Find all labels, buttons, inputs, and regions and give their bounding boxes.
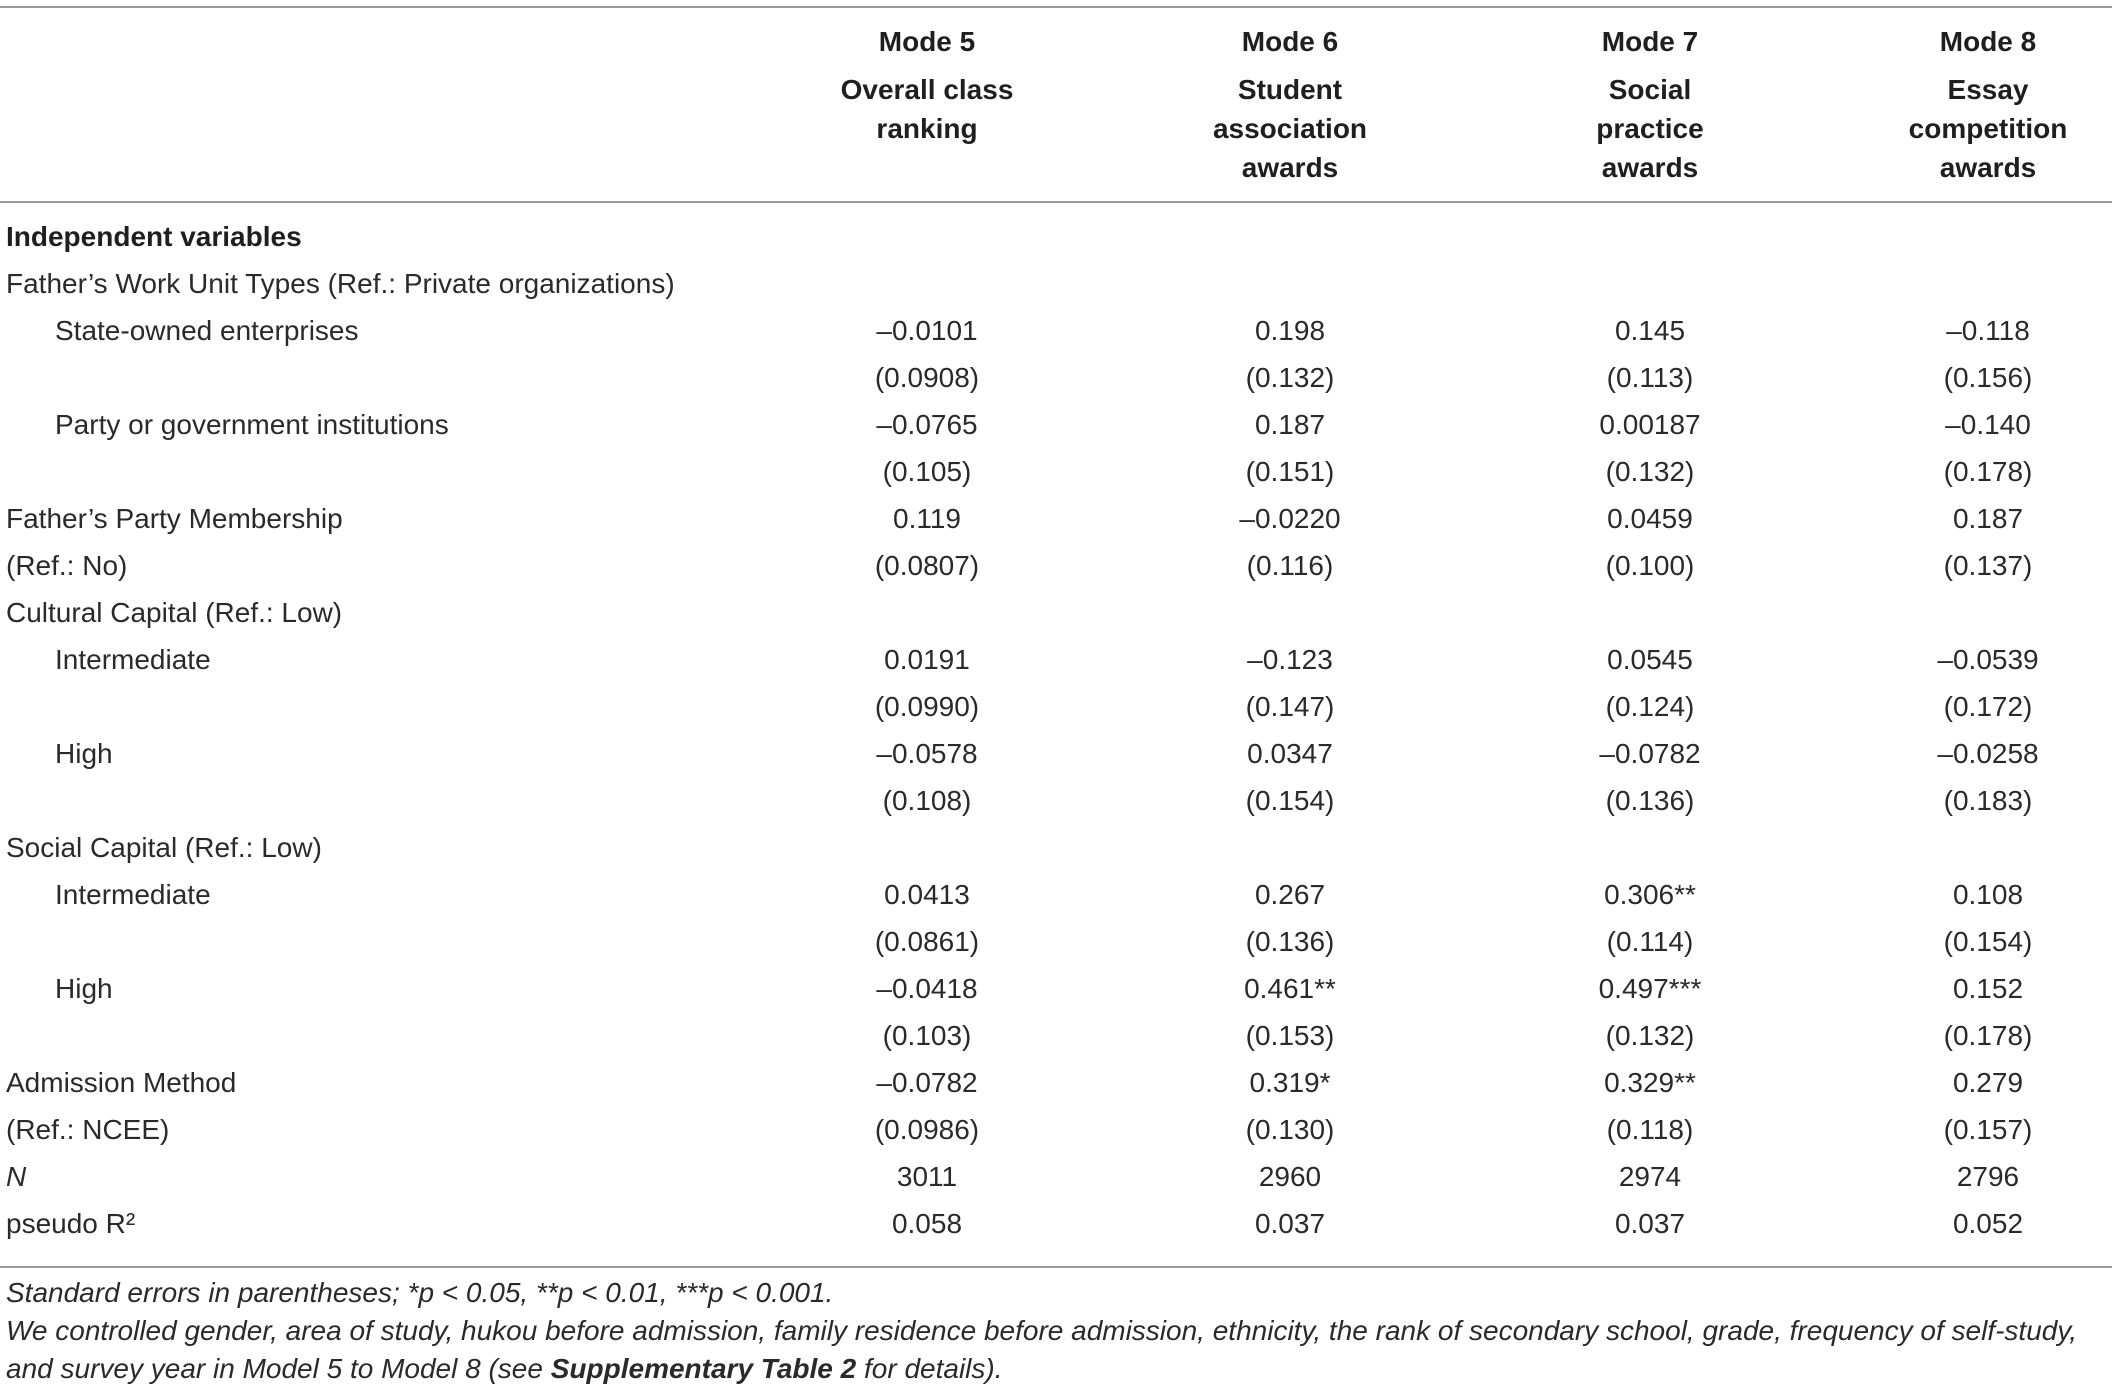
table-cell: 0.052 (1952, 1208, 2024, 1239)
column-desc-line: competition (1908, 113, 2068, 144)
table-row (0, 1012, 2112, 1059)
column-header-3 (1500, 22, 1800, 187)
column-header-4 (1863, 22, 2113, 187)
column-desc-line: Social (1608, 74, 1692, 105)
row-label: pseudo R² (6, 1208, 136, 1239)
row-label: State-owned enterprises (55, 315, 359, 346)
table-row (0, 354, 2112, 401)
table-cell: 0.267 (1254, 879, 1326, 910)
column-mode: Mode 8 (1939, 26, 2037, 57)
note-line: Standard errors in parentheses; *p < 0.05, **p < 0.01, ***p < 0.001. (6, 1277, 834, 1308)
row-label: High (55, 738, 113, 769)
note-line (6, 1350, 2110, 1388)
row-label: N (6, 1161, 27, 1192)
table-cell: (0.124) (1605, 691, 1695, 722)
table-cell: (0.153) (1245, 1020, 1335, 1051)
column-desc-line: practice (1596, 113, 1704, 144)
table-row (0, 824, 2112, 871)
column-desc-line: Essay (1947, 74, 2029, 105)
table-cell: 0.497*** (1598, 973, 1702, 1004)
table-bottom-rule (0, 1266, 2112, 1268)
table-cell: (0.154) (1245, 785, 1335, 816)
table-cell: (0.156) (1943, 362, 2033, 393)
table-row (0, 213, 2112, 260)
row-label: Social Capital (Ref.: Low) (6, 832, 322, 863)
table-cell: 0.152 (1952, 973, 2024, 1004)
table-cell: (0.154) (1943, 926, 2033, 957)
row-label: (Ref.: No) (6, 550, 128, 581)
table-row (0, 777, 2112, 824)
table-cell: (0.136) (1245, 926, 1335, 957)
table-cell: 0.461** (1244, 973, 1336, 1004)
table-cell: 0.00187 (1599, 409, 1701, 440)
table-row (0, 918, 2112, 965)
row-label: Party or government institutions (55, 409, 449, 440)
table-cell: (0.116) (1246, 550, 1334, 581)
table-cell: –0.0418 (876, 973, 978, 1004)
table-cell: (0.105) (882, 456, 972, 487)
table-cell: (0.108) (882, 785, 972, 816)
row-label: Admission Method (6, 1067, 237, 1098)
table-cell: (0.132) (1605, 456, 1695, 487)
table-cell: (0.103) (882, 1020, 972, 1051)
table-cell: 0.037 (1254, 1208, 1326, 1239)
table-cell: (0.132) (1245, 362, 1335, 393)
table-row (0, 1153, 2112, 1200)
table-row (0, 683, 2112, 730)
table-cell: (0.100) (1605, 550, 1695, 581)
table-cell: –0.118 (1946, 315, 2030, 346)
table-cell: 0.187 (1254, 409, 1326, 440)
row-label: Cultural Capital (Ref.: Low) (6, 597, 343, 628)
column-desc-line: awards (1601, 152, 1699, 183)
note-text: and survey year in Model 5 to Model 8 (see (6, 1353, 551, 1384)
table-row (0, 542, 2112, 589)
column-desc-line: association (1212, 113, 1368, 144)
table-cell: –0.140 (1945, 409, 2031, 440)
row-label: High (55, 973, 113, 1004)
column-desc-line: Overall class (840, 74, 1014, 105)
table-cell: (0.0861) (874, 926, 980, 957)
table-cell: (0.114) (1606, 926, 1694, 957)
table-cell: (0.183) (1943, 785, 2033, 816)
table-row (0, 730, 2112, 777)
table-cell: 0.058 (891, 1208, 963, 1239)
table-cell: (0.118) (1606, 1114, 1694, 1145)
table-cell: (0.151) (1245, 456, 1335, 487)
table-row (0, 636, 2112, 683)
table-cell: –0.123 (1247, 644, 1333, 675)
table-cell: 0.187 (1952, 503, 2024, 534)
table-row (0, 1059, 2112, 1106)
table-cell: (0.113) (1606, 362, 1694, 393)
table-cell: 0.279 (1952, 1067, 2024, 1098)
table-row (0, 260, 2112, 307)
table-cell: 0.0347 (1247, 738, 1333, 769)
table-cell: 0.319* (1249, 1067, 1331, 1098)
note-line: We controlled gender, area of study, hukou before admission, family residence before admission, ethnicity, the rank of secondary school, grade, frequency of self-study, (6, 1315, 2078, 1346)
table-cell: 2796 (1956, 1161, 2020, 1192)
table-row (0, 1200, 2112, 1247)
table-cell: –0.0578 (876, 738, 978, 769)
table-cell: (0.137) (1943, 550, 2033, 581)
column-desc-line: awards (1939, 152, 2037, 183)
table-cell: 0.0413 (884, 879, 970, 910)
table-cell: 0.145 (1614, 315, 1686, 346)
column-mode: Mode 6 (1241, 26, 1339, 57)
table-cell: (0.0807) (874, 550, 980, 581)
table-row (0, 448, 2112, 495)
table-cell: (0.0990) (874, 691, 980, 722)
table-cell: (0.0908) (874, 362, 980, 393)
table-cell: 0.0191 (884, 644, 970, 675)
table-cell: (0.0986) (874, 1114, 980, 1145)
table-cell: 0.329** (1604, 1067, 1696, 1098)
table-cell: 0.198 (1254, 315, 1326, 346)
table-cell: –0.0220 (1239, 503, 1341, 534)
table-cell: (0.130) (1245, 1114, 1335, 1145)
row-label: (Ref.: NCEE) (6, 1114, 170, 1145)
table-cell: (0.132) (1605, 1020, 1695, 1051)
row-label: Intermediate (55, 879, 211, 910)
table-row (0, 589, 2112, 636)
column-desc-line: ranking (876, 113, 978, 144)
table-row (0, 1106, 2112, 1153)
table-notes (6, 1274, 2110, 1388)
row-label: Father’s Work Unit Types (Ref.: Private organizations) (6, 268, 675, 299)
table-cell: –0.0782 (1599, 738, 1701, 769)
table-cell: 2960 (1258, 1161, 1322, 1192)
table-row (0, 307, 2112, 354)
table-cell: –0.0782 (876, 1067, 978, 1098)
header-bottom-rule (0, 201, 2112, 203)
table-cell: 0.0459 (1607, 503, 1693, 534)
table-row (0, 401, 2112, 448)
row-label: Intermediate (55, 644, 211, 675)
table-top-rule (0, 6, 2112, 8)
table-row (0, 495, 2112, 542)
column-mode: Mode 7 (1601, 26, 1699, 57)
table-cell: (0.136) (1605, 785, 1695, 816)
table-cell: (0.157) (1943, 1114, 2033, 1145)
table-cell: –0.0539 (1937, 644, 2039, 675)
table-cell: –0.0101 (876, 315, 978, 346)
column-desc-line: awards (1241, 152, 1339, 183)
table-cell: (0.172) (1943, 691, 2033, 722)
table-cell: (0.147) (1245, 691, 1335, 722)
table-row (0, 871, 2112, 918)
table-cell: –0.0765 (876, 409, 978, 440)
row-label: Father’s Party Membership (6, 503, 343, 534)
column-mode: Mode 5 (878, 26, 976, 57)
table-cell: 0.0545 (1607, 644, 1693, 675)
column-header-1 (777, 22, 1077, 148)
table-cell: 0.108 (1952, 879, 2024, 910)
table-cell: 0.306** (1604, 879, 1696, 910)
column-header-2 (1140, 22, 1440, 187)
row-label: Independent variables (6, 221, 302, 252)
table-cell: 3011 (896, 1161, 958, 1192)
note-text: for details). (856, 1353, 1003, 1384)
table-cell: (0.178) (1943, 456, 2033, 487)
table-cell: (0.178) (1943, 1020, 2033, 1051)
table-cell: –0.0258 (1937, 738, 2039, 769)
table-cell: 0.119 (893, 503, 961, 534)
table-cell: 0.037 (1614, 1208, 1686, 1239)
column-desc-line: Student (1237, 74, 1343, 105)
table-cell: 2974 (1618, 1161, 1682, 1192)
table-row (0, 965, 2112, 1012)
supplementary-table-link[interactable]: Supplementary Table 2 (550, 1353, 857, 1384)
